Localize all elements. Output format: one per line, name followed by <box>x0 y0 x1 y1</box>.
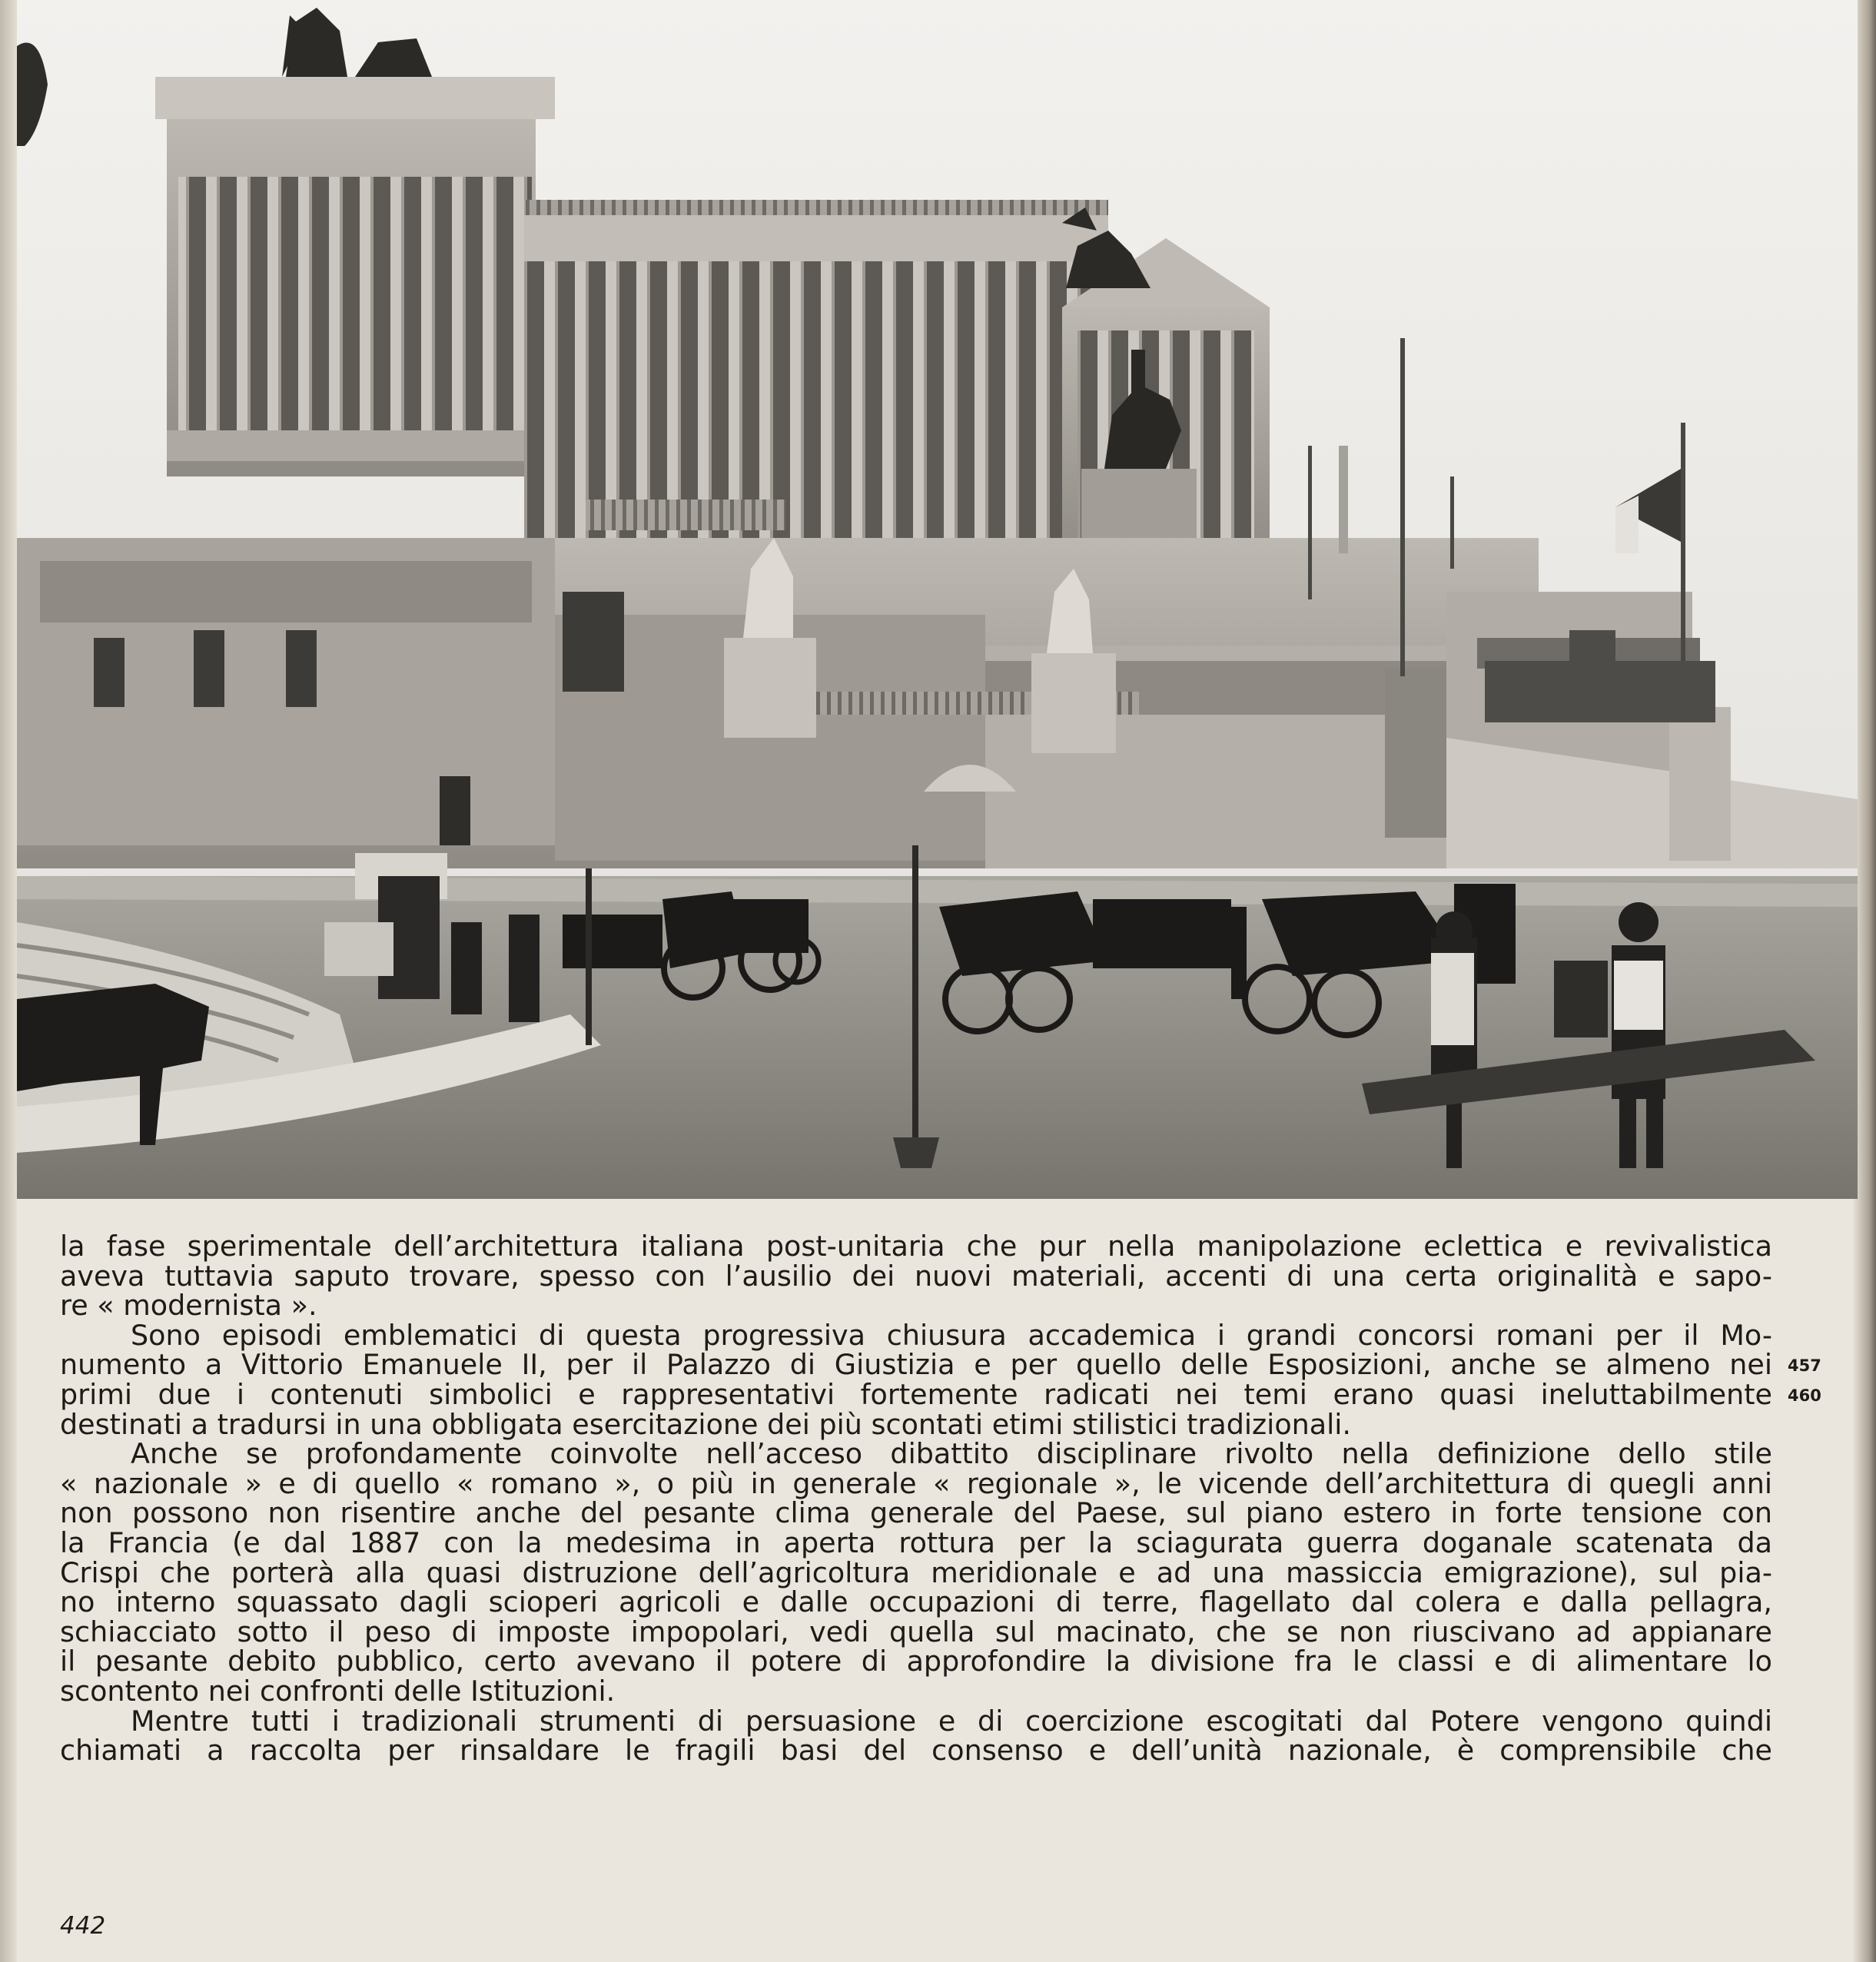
page-number: 442 <box>60 1912 106 1940</box>
photograph-illustration <box>17 0 1858 1199</box>
text-line: la Francia (e dal 1887 con la medesima in aperta rottura per la sciagurata guerra doganale scatenata da <box>60 1525 1772 1559</box>
text-line: scontento nei confronti delle Istituzioni. <box>60 1674 616 1708</box>
text-line: destinati a tradursi in una obbligata esercitazione dei più scontati etimi stilistici tradizionali. <box>60 1407 1352 1441</box>
text-line: no interno squassato dagli scioperi agricoli e dalle occupazioni di terre, flagellato dal colera e dalla pellagra, <box>60 1585 1772 1619</box>
text-line: re « modernista ». <box>60 1289 317 1323</box>
margin-reference-457: 457 <box>1788 1356 1821 1375</box>
text-line: Mentre tutti i tradizionali strumenti di persuasione e di coercizione escogitati dal Potere vengono quindi <box>131 1704 1772 1738</box>
text-line: il pesante debito pubblico, certo avevano il potere di approfondire la divisione fra le classi e di alimentare lo <box>60 1645 1772 1678</box>
margin-reference-460: 460 <box>1788 1386 1821 1405</box>
text-line: numento a Vittorio Emanuele II, per il Palazzo di Giustizia e per quello delle Esposizioni, anche se almeno nei <box>60 1348 1772 1382</box>
text-line: aveva tuttavia saputo trovare, spesso con l’ausilio dei nuovi materiali, accenti di una certa originalità e sapo- <box>60 1259 1772 1293</box>
text-line: chiamati a raccolta per rinsaldare le fragili basi del consenso e dell’unità nazionale, è comprensibile che <box>60 1734 1772 1768</box>
text-line: primi due i contenuti simbolici e rappresentativi fortemente radicati nei temi erano quasi ineluttabilmente <box>60 1377 1772 1411</box>
text-line: « nazionale » e di quello « romano », o più in generale « regionale », le vicende dell’architettura di quegli anni <box>60 1466 1772 1500</box>
text-line: la fase sperimentale dell’architettura italiana post-unitaria che pur nella manipolazione eclettica e revivalistica <box>60 1230 1772 1263</box>
text-line: non possono non risentire anche del pesante clima generale del Paese, sul piano estero in forte tensione con <box>60 1496 1772 1530</box>
text-line: Sono episodi emblematici di questa progressiva chiusura accademica i grandi concorsi romani per il Mo- <box>131 1318 1772 1352</box>
monument-photograph <box>17 0 1858 1199</box>
text-line: Crispi che porterà alla quasi distruzione dell’agricoltura meridionale e ad una massiccia emigrazione), sul pia- <box>60 1555 1772 1589</box>
book-gutter <box>0 0 17 1962</box>
text-line: Anche se profondamente coinvolte nell’acceso dibattito disciplinare rivolto nella definizione dello stile <box>131 1437 1772 1471</box>
body-text <box>60 1232 1772 1766</box>
text-line: schiacciato sotto il peso di imposte impopolari, vedi quella sul macinato, che se non riuscivano ad appianare <box>60 1615 1772 1648</box>
